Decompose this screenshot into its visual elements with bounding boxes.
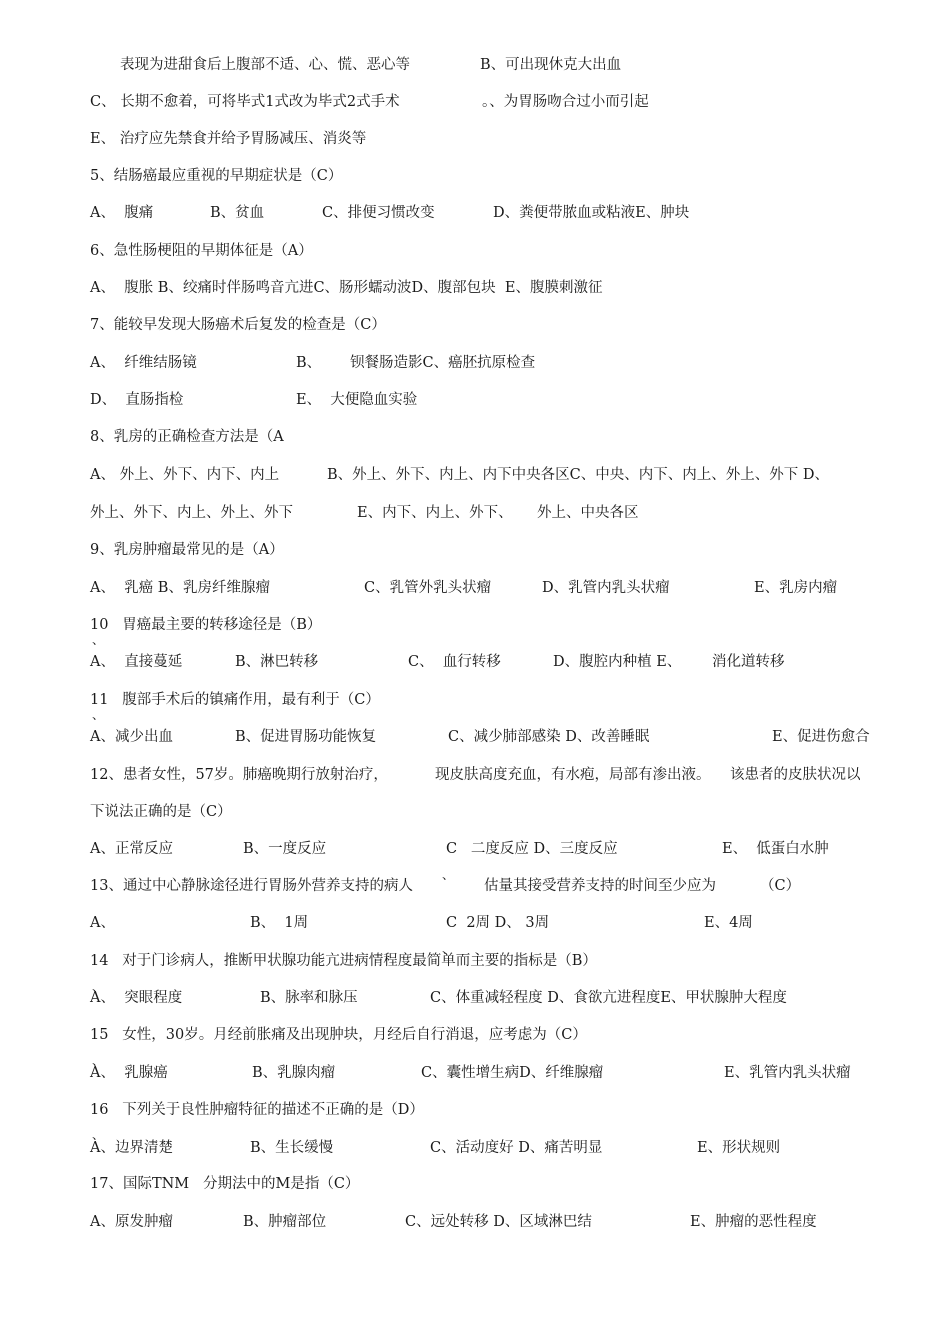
text-segment: E、4周	[704, 915, 753, 931]
text-segment: C 2周 D、 3周	[446, 915, 550, 931]
text-segment: 7、能较早发现大肠癌术后复发的检查是（C）	[90, 317, 386, 333]
text-segment: C、 血行转移	[408, 654, 501, 670]
text-segment: E、乳管内乳头状瘤	[724, 1065, 851, 1081]
text-segment: A、 直接蔓延	[90, 654, 183, 670]
text-segment: 下说法正确的是（C）	[90, 804, 232, 820]
text-segment: D、腹腔内种植 E、	[553, 654, 682, 670]
text-segment: B、乳腺肉瘤	[252, 1065, 336, 1081]
text-segment: C、体重减轻程度 D、食欲亢进程度E、甲状腺肿大程度	[430, 990, 787, 1006]
text-segment: 15 女性，30岁。月经前胀痛及出现肿块，月经后自行消退，应考虑为（C）	[90, 1027, 587, 1043]
stray-mark: 、	[442, 942, 455, 956]
text-segment: D、 直肠指检	[90, 392, 184, 408]
text-segment: 钡餐肠造影C、癌胚抗原检查	[350, 355, 536, 371]
text-segment: C、 长期不愈着，可将毕式1式改为毕式2式手术	[90, 94, 400, 110]
text-segment: 11 腹部手术后的镇痛作用，最有利于（C）	[90, 692, 380, 708]
text-segment: 9、乳房肿瘤最常见的是（A）	[90, 542, 284, 558]
text-segment: E、肿瘤的恶性程度	[690, 1214, 817, 1230]
text-segment: 外上、中央各区	[537, 505, 639, 521]
text-segment: 14 对于门诊病人，推断甲状腺功能亢进病情程度最简单而主要的指标是（B）	[90, 953, 597, 969]
text-segment: 5、结肠癌最应重视的早期症状是（C）	[90, 168, 343, 184]
text-segment: B、促进胃肠功能恢复	[235, 729, 377, 745]
text-segment: E、乳房内瘤	[754, 580, 838, 596]
text-segment: 外上、外下、内上、外上、外下	[90, 505, 293, 521]
text-segment: A、 乳腺癌	[90, 1065, 168, 1081]
text-segment: 消化道转移	[712, 654, 785, 670]
text-segment: A、减少出血	[90, 729, 173, 745]
text-segment: 该患者的皮肤状况以	[730, 767, 861, 783]
text-segment: C、活动度好 D、痛苦明显	[430, 1140, 603, 1156]
text-segment: A、 纤维结肠镜	[90, 355, 197, 371]
text-segment: B、贫血	[210, 205, 265, 221]
text-segment: B、一度反应	[243, 841, 327, 857]
text-segment: C、远处转移 D、区域淋巴结	[405, 1214, 592, 1230]
text-segment: C、囊性增生病D、纤维腺瘤	[421, 1065, 604, 1081]
text-segment: 17、国际TNM 分期法中的M是指（C）	[90, 1176, 360, 1192]
text-segment: B、可出现休克大出血	[480, 57, 622, 73]
text-segment: 10 胃癌最主要的转移途径是（B）	[90, 617, 322, 633]
text-segment: 13、通过中心静脉途径进行胃肠外营养支持的病人	[90, 878, 413, 894]
text-segment: E、 低蛋白水肿	[722, 841, 829, 857]
text-segment: A、 乳癌 B、乳房纤维腺瘤	[90, 580, 270, 596]
text-segment: B、肿瘤部位	[243, 1214, 327, 1230]
text-segment: A、边界清楚	[90, 1140, 173, 1156]
stray-mark: 、	[92, 708, 105, 722]
text-segment: E、形状规则	[697, 1140, 781, 1156]
stray-mark: 、	[92, 1054, 105, 1068]
text-segment: C、乳管外乳头状瘤	[364, 580, 492, 596]
text-segment: C、减少肺部感染 D、改善睡眠	[448, 729, 650, 745]
text-segment: A、 腹胀 B、绞痛时伴肠鸣音亢进C、肠形蠕动波D、腹部包块 E、腹膜刺激征	[90, 280, 603, 296]
stray-mark: 、	[92, 980, 105, 994]
text-segment: B、外上、外下、内上、内下中央各区C、中央、内下、内上、外上、外下 D、	[327, 467, 829, 483]
text-segment: E、 治疗应先禁食并给予胃肠减压、消炎等	[90, 131, 367, 147]
text-segment: A、 外上、外下、内下、内上	[90, 467, 280, 483]
text-segment: A、	[90, 915, 115, 931]
text-segment: A、 腹痛	[90, 205, 154, 221]
stray-mark: 、	[92, 1128, 105, 1142]
text-segment: A、 突眼程度	[90, 990, 183, 1006]
text-segment: E、 大便隐血实验	[296, 392, 418, 408]
text-segment: A、正常反应	[90, 841, 173, 857]
text-segment: 表现为进甜食后上腹部不适、心、慌、恶心等	[120, 57, 410, 73]
text-segment: E、内下、内上、外下、	[357, 505, 513, 521]
text-segment: 。、为胃肠吻合过小而引起	[482, 94, 649, 110]
text-segment: B、 1周	[250, 915, 309, 931]
text-segment: C 二度反应 D、三度反应	[446, 841, 618, 857]
text-segment: 8、乳房的正确检查方法是（A	[90, 429, 284, 445]
text-segment: （C）	[760, 878, 801, 894]
text-segment: B、生长缓慢	[250, 1140, 334, 1156]
text-segment: B、脉率和脉压	[260, 990, 358, 1006]
stray-mark: 、	[442, 868, 455, 882]
text-segment: D、粪便带脓血或粘液E、肿块	[493, 205, 690, 221]
text-segment: C、排便习惯改变	[322, 205, 435, 221]
text-segment: B、	[296, 355, 322, 371]
text-segment: 16 下列关于良性肿瘤特征的描述不正确的是（D）	[90, 1102, 424, 1118]
stray-mark: 、	[92, 633, 105, 647]
text-segment: 估量其接受营养支持的时间至少应为	[484, 878, 716, 894]
text-segment: A、原发肿瘤	[90, 1214, 173, 1230]
text-segment: 现皮肤高度充血，有水疱，局部有渗出液。	[435, 767, 711, 783]
text-segment: B、淋巴转移	[235, 654, 319, 670]
text-segment: 12、患者女性，57岁。肺癌晚期行放射治疗，	[90, 767, 388, 783]
text-segment: E、促进伤愈合	[772, 729, 870, 745]
text-segment: D、乳管内乳头状瘤	[542, 580, 670, 596]
text-segment: 6、急性肠梗阻的早期体征是（A）	[90, 243, 313, 259]
